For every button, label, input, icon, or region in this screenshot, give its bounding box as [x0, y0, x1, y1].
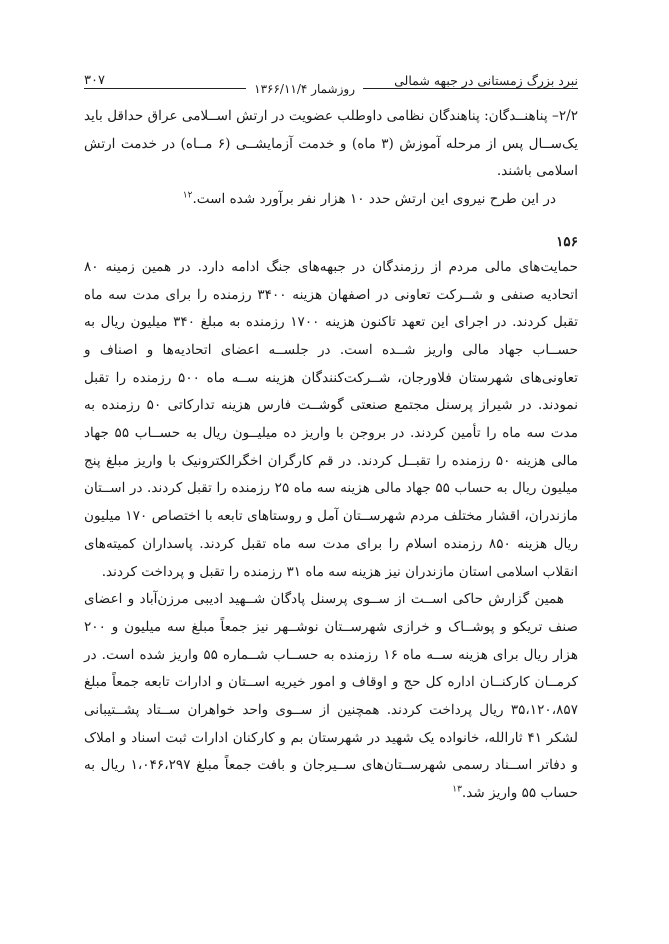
estimate-text: در این طرح نیروی این ارتش حدد ۱۰ هزار نفر برآورد شده است.: [192, 191, 556, 208]
section-2-2-paragraph: [84, 103, 578, 186]
entry-paragraph-2: [84, 586, 578, 808]
footnote-ref-12: ۱۲: [182, 190, 193, 201]
chronicle-date: روزشمار ۱۳۶۶/۱۱/۴: [246, 82, 363, 96]
page-number: ۳۰۷: [84, 73, 105, 88]
section-2-2-text: ۲/۲– پناهنــدگان: پناهندگان نظامی داوطلب عضویت در ارتش اســلامی عراق حداقل باید یک‌ســال پس از مرحله آموزش (۳ ماه) و خدمت آزمایشــی (۶ مــاه) در خدمت ارتش اسلامی باشند.: [84, 108, 579, 180]
document-page: [84, 58, 578, 808]
document-body: [84, 103, 578, 808]
running-header: [84, 58, 578, 96]
entry-paragraph-2-text: همین گزارش حاکی اســت از ســوی پرسنل پادگان شــهید ادیبی مرزن‌آباد و اعضای صنف تریکو و پوشــاک و خرازی شهرســتان نوشــهر نیز جمعاً مبلغ سه میلیون و ۲۰۰ هزار ریال برای هزینه ســه ماه ۱۶ رزمنده به حســاب شــماره ۵۵ واریز شده است. در کرمــان کارکنــان اداره کل حج و اوقاف و امور خیریه اســتان و ادارات تابعه جمعاً مبلغ ۳۵،۱۲۰،۸۵۷ ریال پرداخت کردند. همچنین از ســوی واحد خواهران ســتاد پشــتیبانی لشکر ۴۱ ثارالله، خانواده یک شهید در شهرستان بم و کارکنان ادارات ثبت اسناد و املاک و دفاتر اســناد رسمی شهرســتان‌های ســیرجان و بافت جمعاً مبلغ ۱،۰۴۶،۲۹۷ ریال به حساب ۵۵ واریز شد.: [84, 591, 578, 802]
book-title: نبرد بزرگ زمستانی در جبهه شمالی: [394, 73, 578, 88]
entry-paragraph-1-text: حمایت‌های مالی مردم از رزمندگان در جبهه‌های جنگ ادامه دارد. در همین زمینه ۸۰ اتحادیه صنفی و شــرکت تعاونی در اصفهان هزینه ۳۴۰۰ رزمنده را برای مدت سه ماه تقبل کردند. در اجرای این تعهد تاکنون هزینه ۱۷۰۰ رزمنده به مبلغ ۳۴۰ میلیون ریال به حســاب جهاد مالی واریز شــده است. در جلســه اعضای اتحادیه‌ها و اصناف و تعاونی‌های شهرستان فلاورجان، شــرکت‌کنندگان هزینه ســه ماه ۵۰۰ رزمنده را تقبل نمودند. در شیراز پرسنل مجتمع صنعتی گوشــت فارس هزینه تدارکاتی ۵۰ رزمنده به مدت سه ماه را تأمین کردند. در بروجن با واریز ده میلیــون ریال به حســاب ۵۵ جهاد مالی هزینه ۵۰ رزمنده را تقبــل کردند. در قم کارگران اخگرالکترونیک با واریز مبلغ پنج میلیون ریال به حساب ۵۵ جهاد مالی هزینه سه ماه ۲۵ رزمنده را تقبل کردند. در اســتان مازندران، اقشار مختلف مردم شهرســتان آمل و روستاهای تابعه با اختصاص ۱۷۰ میلیون ریال هزینه ۸۵۰ رزمنده اسلام را برای مدت سه ماه تقبل کردند. پاسداران کمیته‌های انقلاب اسلامی استان مازندران نیز هزینه سه ماه ۳۱ رزمنده را تقبل و پرداخت کردند.: [84, 258, 579, 580]
estimate-paragraph: [84, 186, 578, 214]
footnote-ref-13: ۱۳: [452, 784, 462, 795]
entry-number: ۱۵۶: [556, 233, 578, 250]
entry-paragraph-1: [84, 254, 578, 586]
